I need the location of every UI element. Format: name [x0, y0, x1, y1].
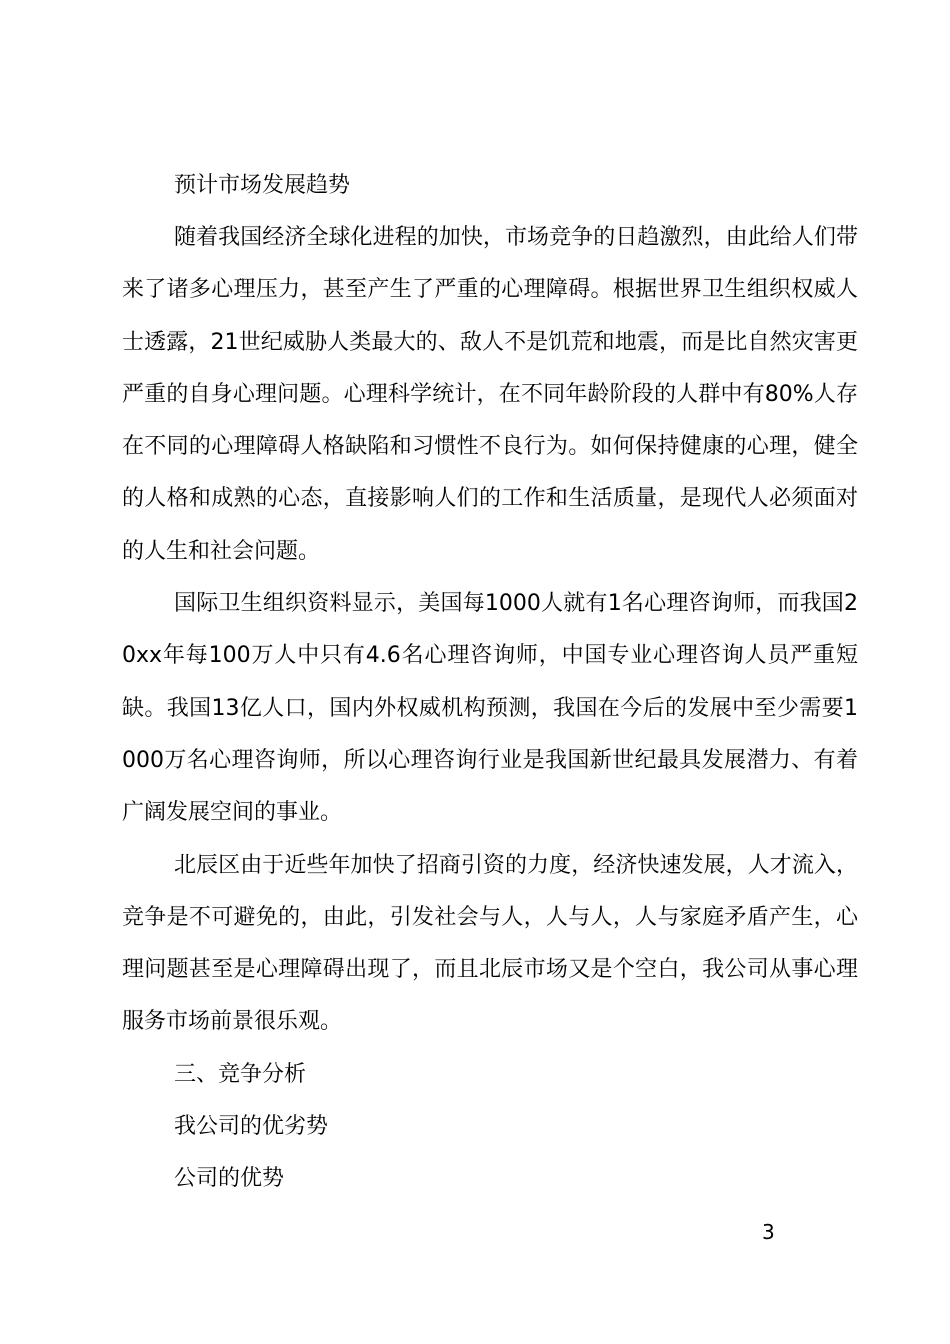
paragraph-market-pressure: 随着我国经济全球化进程的加快，市场竞争的日趋激烈，由此给人们带来了诸多心理压力，甚至产生了严重的心理障碍。根据世界卫生组织权威人士透露，21世纪威胁人类最大的、敌人不是饥荒和地震，而是比自然灾害更严重的自身心理问题。心理科学统计，在不同年龄阶段的人群中有80%人存在不同的心理障碍人格缺陷和习惯性不良行为。如何保持健康的心理，健全的人格和成熟的心态，直接影响人们的工作和生活质量，是现代人必须面对的人生和社会问题。 [122, 225, 858, 564]
section-heading-strengths-weaknesses: 我公司的优劣势 [174, 1113, 329, 1139]
paragraph-counselor-statistics: 国际卫生组织资料显示，美国每1000人就有1名心理咨询师，而我国20xx年每100万人中只有4.6名心理咨询师，中国专业心理咨询人员严重短缺。我国13亿人口，国内外权威机构预测，我国在今后的发展中至少需要1000万名心理咨询师，所以心理咨询行业是我国新世纪最具发展潜力、有着广阔发展空间的事业。 [122, 591, 858, 826]
document-body [122, 160, 858, 1205]
paragraph-beichen-market: 北辰区由于近些年加快了招商引资的力度，经济快速发展，人才流入，竞争是不可避免的，由此，引发社会与人，人与人，人与家庭矛盾产生，心理问题甚至是心理障碍出现了，而且北辰市场又是个空白，我公司从事心理服务市场前景很乐观。 [122, 852, 858, 1035]
section-heading-competition-analysis: 三、竞争分析 [174, 1061, 307, 1087]
page-number: 3 [762, 1220, 775, 1244]
section-heading-company-strengths: 公司的优势 [174, 1165, 285, 1191]
section-heading-market-trend: 预计市场发展趋势 [174, 173, 351, 198]
